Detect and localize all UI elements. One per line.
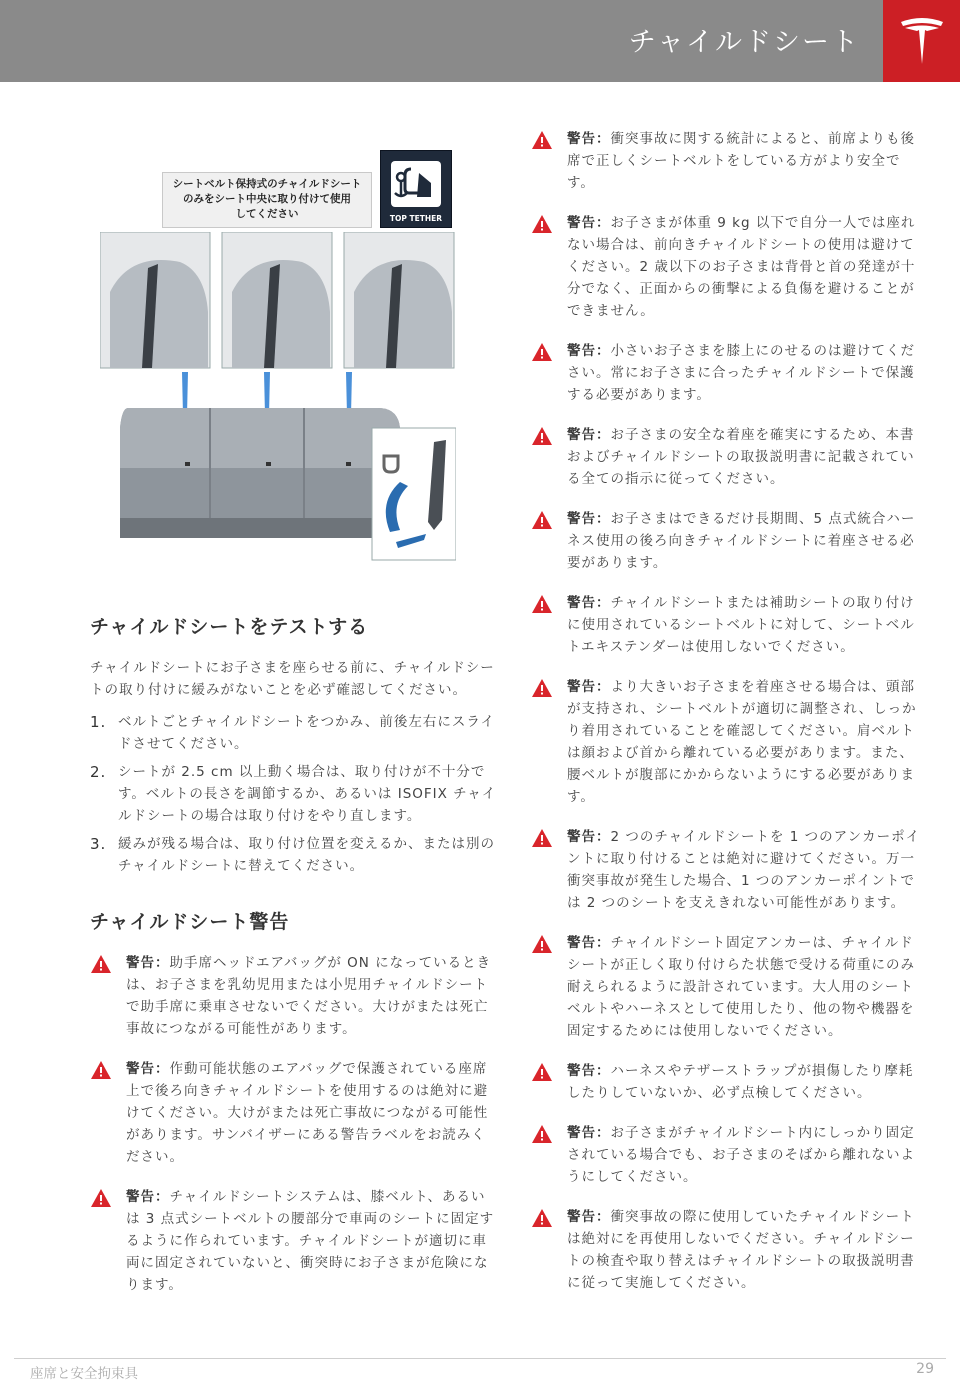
footer-section: 座席と安全拘束具 <box>30 1366 138 1382</box>
warning-text: 衝突事故の際に使用していたチャイルドシートは絶対にを再使用しないでください。チャイルドシートの検査や取り替えはチャイルドシートの取扱説明書に従って実施してください。 <box>567 1209 915 1291</box>
warning-item <box>531 508 921 574</box>
figure-caption <box>162 172 372 228</box>
warning-triangle-icon <box>531 426 553 446</box>
list-item <box>90 761 500 827</box>
warning-label: 警告： <box>567 215 611 231</box>
left-column <box>90 612 500 1314</box>
page-header <box>0 0 960 82</box>
test-intro: チャイルドシートにお子さまを座らせる前に、チャイルドシートの取り付けに緩みがないことを必ず確認してください。 <box>90 660 495 698</box>
warning-text: お子さまはできるだけ長期間、5 点式統合ハーネス使用の後ろ向きチャイルドシートに着座させる必要があります。 <box>567 511 916 571</box>
warning-triangle-icon <box>531 828 553 848</box>
warning-label: 警告： <box>567 595 611 611</box>
warning-label: 警告： <box>126 1061 170 1077</box>
warning-item <box>90 952 500 1040</box>
warning-item <box>531 592 921 658</box>
step-number: 1. <box>90 713 107 731</box>
warning-text: チャイルドシート固定アンカーは、チャイルドシートが正しく取り付けらた状態で受ける荷重にのみ耐えられるように設計されています。大人用のシートベルトやハーネスとして使用したり、他の物や機器を固定するためには使用しないでください。 <box>567 935 915 1039</box>
step-text: シートが 2.5 cm 以上動く場合は、取り付けが不十分です。ベルトの長さを調節するか、あるいは ISOFIX チャイルドシートの場合は取り付けをやり直します。 <box>118 764 497 824</box>
warning-triangle-icon <box>531 1208 553 1228</box>
warning-triangle-icon <box>531 678 553 698</box>
right-warning-list <box>531 128 921 1294</box>
top-tether-icon <box>380 150 452 228</box>
warning-item <box>531 212 921 322</box>
warning-triangle-icon <box>531 342 553 362</box>
warning-text: 衝突事故に関する統計によると、前席よりも後席で正しくシートベルトをしている方がより安全です。 <box>567 131 915 191</box>
warning-item <box>531 1060 921 1104</box>
warning-item <box>531 340 921 406</box>
warning-item <box>531 128 921 194</box>
warning-label: 警告： <box>126 1189 170 1205</box>
warning-item <box>90 1058 500 1168</box>
test-heading: チャイルドシートをテストする <box>90 616 369 638</box>
warning-text: より大きいお子さまを着座させる場合は、頭部が支持され、シートベルトが適切に調整され、しっかり着用されていることを確認してください。肩ベルトは顔および首から離れている必要があります。また、腰ベルトが腹部にかからないようにする必要があります。 <box>567 679 917 805</box>
warning-item <box>531 424 921 490</box>
rear-seat-figure <box>100 150 456 562</box>
warning-item <box>531 826 921 914</box>
warning-triangle-icon <box>531 130 553 150</box>
warning-label: 警告： <box>567 131 611 147</box>
warning-text: 助手席ヘッドエアバッグが ON になっているときは、お子さまを乳幼児用または小児用チャイルドシートで助手席に乗車させないでください。大けがまたは死亡事故につながる可能性があります。 <box>126 955 492 1037</box>
step-number: 2. <box>90 763 107 781</box>
warning-triangle-icon <box>531 934 553 954</box>
left-warning-list <box>90 952 500 1296</box>
step-text: 緩みが残る場合は、取り付け位置を変えるか、または別のチャイルドシートに替えてください。 <box>118 836 495 874</box>
warning-label: 警告： <box>567 1209 611 1225</box>
warning-item <box>531 932 921 1042</box>
warning-label: 警告： <box>567 427 611 443</box>
warning-label: 警告： <box>567 1063 611 1079</box>
seat-illustration <box>100 232 456 562</box>
list-item <box>90 711 500 755</box>
test-steps <box>90 711 500 877</box>
figure-caption-text: シートベルト保持式のチャイルドシート のみをシート中央に取り付けて使用 してください <box>172 178 362 220</box>
warning-text: ハーネスやテザーストラップが損傷したり摩耗したりしていないか、必ず点検してください。 <box>567 1063 914 1101</box>
brand-logo <box>883 0 960 82</box>
list-item <box>90 833 500 877</box>
warning-text: 小さいお子さまを膝上にのせるのは避けてください。常にお子さまに合ったチャイルドシートで保護する必要があります。 <box>567 343 915 403</box>
warning-label: 警告： <box>567 343 611 359</box>
warning-label: 警告： <box>126 955 170 971</box>
warning-text: お子さまがチャイルドシート内にしっかり固定されている場合でも、お子さまのそばから離れないようにしてください。 <box>567 1125 915 1185</box>
tether-label: TOP TETHER <box>389 214 443 223</box>
warning-text: 作動可能状態のエアバッグで保護されている座席上で後ろ向きチャイルドシートを使用するのは絶対に避けてください。大けがまたは死亡事故につながる可能性があります。サンバイザーにある警告ラベルをお読みください。 <box>126 1061 489 1165</box>
warning-triangle-icon <box>531 510 553 530</box>
warning-triangle-icon <box>90 1060 112 1080</box>
warning-label: 警告： <box>567 935 611 951</box>
step-text: ベルトごとチャイルドシートをつかみ、前後左右にスライドさせてください。 <box>118 714 495 752</box>
warning-text: チャイルドシートまたは補助シートの取り付けに使用されているシートベルトに対して、シートベルトエキステンダーは使用しないでください。 <box>567 595 915 655</box>
warning-item <box>90 1186 500 1296</box>
warning-item <box>531 1206 921 1294</box>
tesla-logo-icon <box>897 14 947 68</box>
warning-label: 警告： <box>567 1125 611 1141</box>
warning-item <box>531 676 921 808</box>
warning-label: 警告： <box>567 511 611 527</box>
warning-text: チャイルドシートシステムは、膝ベルト、あるいは 3 点式シートベルトの腰部分で車両のシートに固定するように作られています。チャイルドシートが適切に車両に固定されていないと、衝突時にお子さまが危険になります。 <box>126 1189 495 1293</box>
warning-text: お子さまの安全な着座を確実にするため、本書およびチャイルドシートの取扱説明書に記載されている全ての指示に従ってください。 <box>567 427 915 487</box>
warning-triangle-icon <box>90 954 112 974</box>
step-number: 3. <box>90 835 107 853</box>
warning-triangle-icon <box>531 214 553 234</box>
warning-triangle-icon <box>90 1188 112 1208</box>
warning-text: お子さまが体重 9 kg 以下で自分一人では座れない場合は、前向きチャイルドシートの使用は避けてください。2 歳以下のお子さまは背骨と首の発達が十分でなく、正面からの衝撃による負傷を避けることができません。 <box>567 215 916 319</box>
warning-triangle-icon <box>531 1124 553 1144</box>
footer-divider <box>14 1358 946 1359</box>
warning-label: 警告： <box>567 829 611 845</box>
right-column <box>531 128 921 1312</box>
warning-label: 警告： <box>567 679 611 695</box>
header-title: チャイルドシート <box>628 27 860 58</box>
warning-triangle-icon <box>531 1062 553 1082</box>
warning-triangle-icon <box>531 594 553 614</box>
warnings-heading: チャイルドシート警告 <box>90 911 290 933</box>
warning-item <box>531 1122 921 1188</box>
warning-text: 2 つのチャイルドシートを 1 つのアンカーポイントに取り付けることは絶対に避けてください。万一衝突事故が発生した場合、1 つのアンカーポイントでは 2 つのシートを支えきれない可能性があります。 <box>567 829 921 911</box>
page-number: 29 <box>916 1361 934 1377</box>
